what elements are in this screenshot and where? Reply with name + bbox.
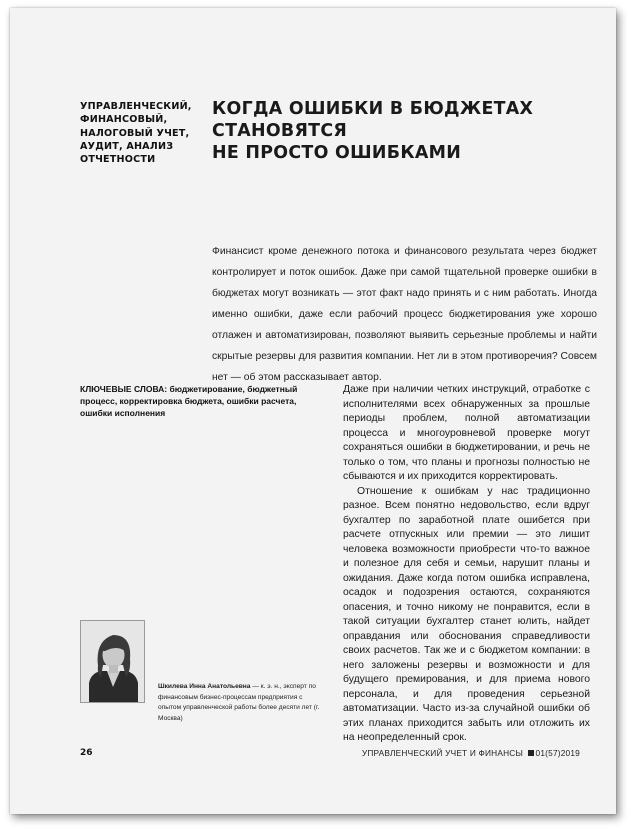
magazine-page [10,8,616,814]
title-line: НЕ ПРОСТО ОШИБКАМИ [212,143,462,163]
square-separator-icon [528,750,534,756]
rubric-line: ФИНАНСОВЫЙ, [80,114,168,126]
rubric-line: ОТЧЕТНОСТИ [80,154,156,166]
rubric-line: УПРАВЛЕНЧЕСКИЙ, [80,101,192,112]
lead-paragraph: Финансист кроме денежного потока и финансового результата через бюджет контролирует и поток ошибок. Даже при самой тщательной проверке ошибки в бюджетах могут возникать — этот факт надо принять и с ним работать. Иногда именно ошибки, даже если рабочий процесс бюджетирования уже хорошо отлажен и автоматизирован, позволяют выявить серьезные проблемы и найти скрытые резервы для развития компании. Нет ли в этом противоречия? Совсем нет — об этом рассказывает автор. [212,246,597,383]
journal-issue: 01(57)2019 [535,748,580,758]
article-body [343,383,590,746]
author-info [158,682,320,724]
page-number: 26 [80,748,93,758]
author-photo [80,620,145,703]
rubric [80,100,190,166]
footer-journal [362,748,580,758]
rubric-line: АУДИТ, АНАЛИЗ [80,140,174,152]
body-paragraph: Даже при наличии четких инструкций, отработке с исполнителями всех обнаруженных за прошлые периоды проблем, полной автоматизации процесса и многоуровневой проверке могут сохраняться ошибки в бюджетировании, и речь не только о том, что планы и прогнозы полностью не сбываются и их приходится корректировать. [343,384,590,482]
author-name: Шкилева Инна Анатольевна [158,683,251,690]
title-line: КОГДА ОШИБКИ В БЮДЖЕТАХ СТАНОВЯТСЯ [212,99,534,141]
keywords: КЛЮЧЕВЫЕ СЛОВА: бюджетирование, бюджетный процесс, корректировка бюджета, ошибки расчета, ошибки исполнения [80,384,298,418]
journal-name: УПРАВЛЕНЧЕСКИЙ УЧЕТ И ФИНАНСЫ [361,748,524,758]
body-paragraph: Отношение к ошибкам у нас традиционно разное. Всем понятно недовольство, если вдруг бухгалтер по заработной плате ошибется при расчете отпускных или премии — это лишит человека возможности приобрести что-то важное и полезное для себя и семьи, нарушит планы и ожидания. Даже когда потом ошибка исправлена, осадок и подозрения остаются, сохраняются опасения, и точно никому не понравится, если в такой ситуации бухгалтер станет юлить, найдет оправдания или обоснования справедливости своих расчетов. Так же и с бюджетом компании: в него заложены резервы и возможности и для будущего премирования, и для приема нового персонала, и для проведения серьезной автоматизации. Часто из-за случайной ошибки об этих планах приходится забыть или отложить их на неопределенный срок. [343,485,590,743]
author-description: — к. э. н., эксперт по финансовым бизнес-процессам предприятия с опытом управленческой работы более десяти лет (г. Москва) [158,683,320,722]
rubric-line: НАЛОГОВЫЙ УЧЕТ, [80,127,190,139]
article-title [212,98,602,164]
